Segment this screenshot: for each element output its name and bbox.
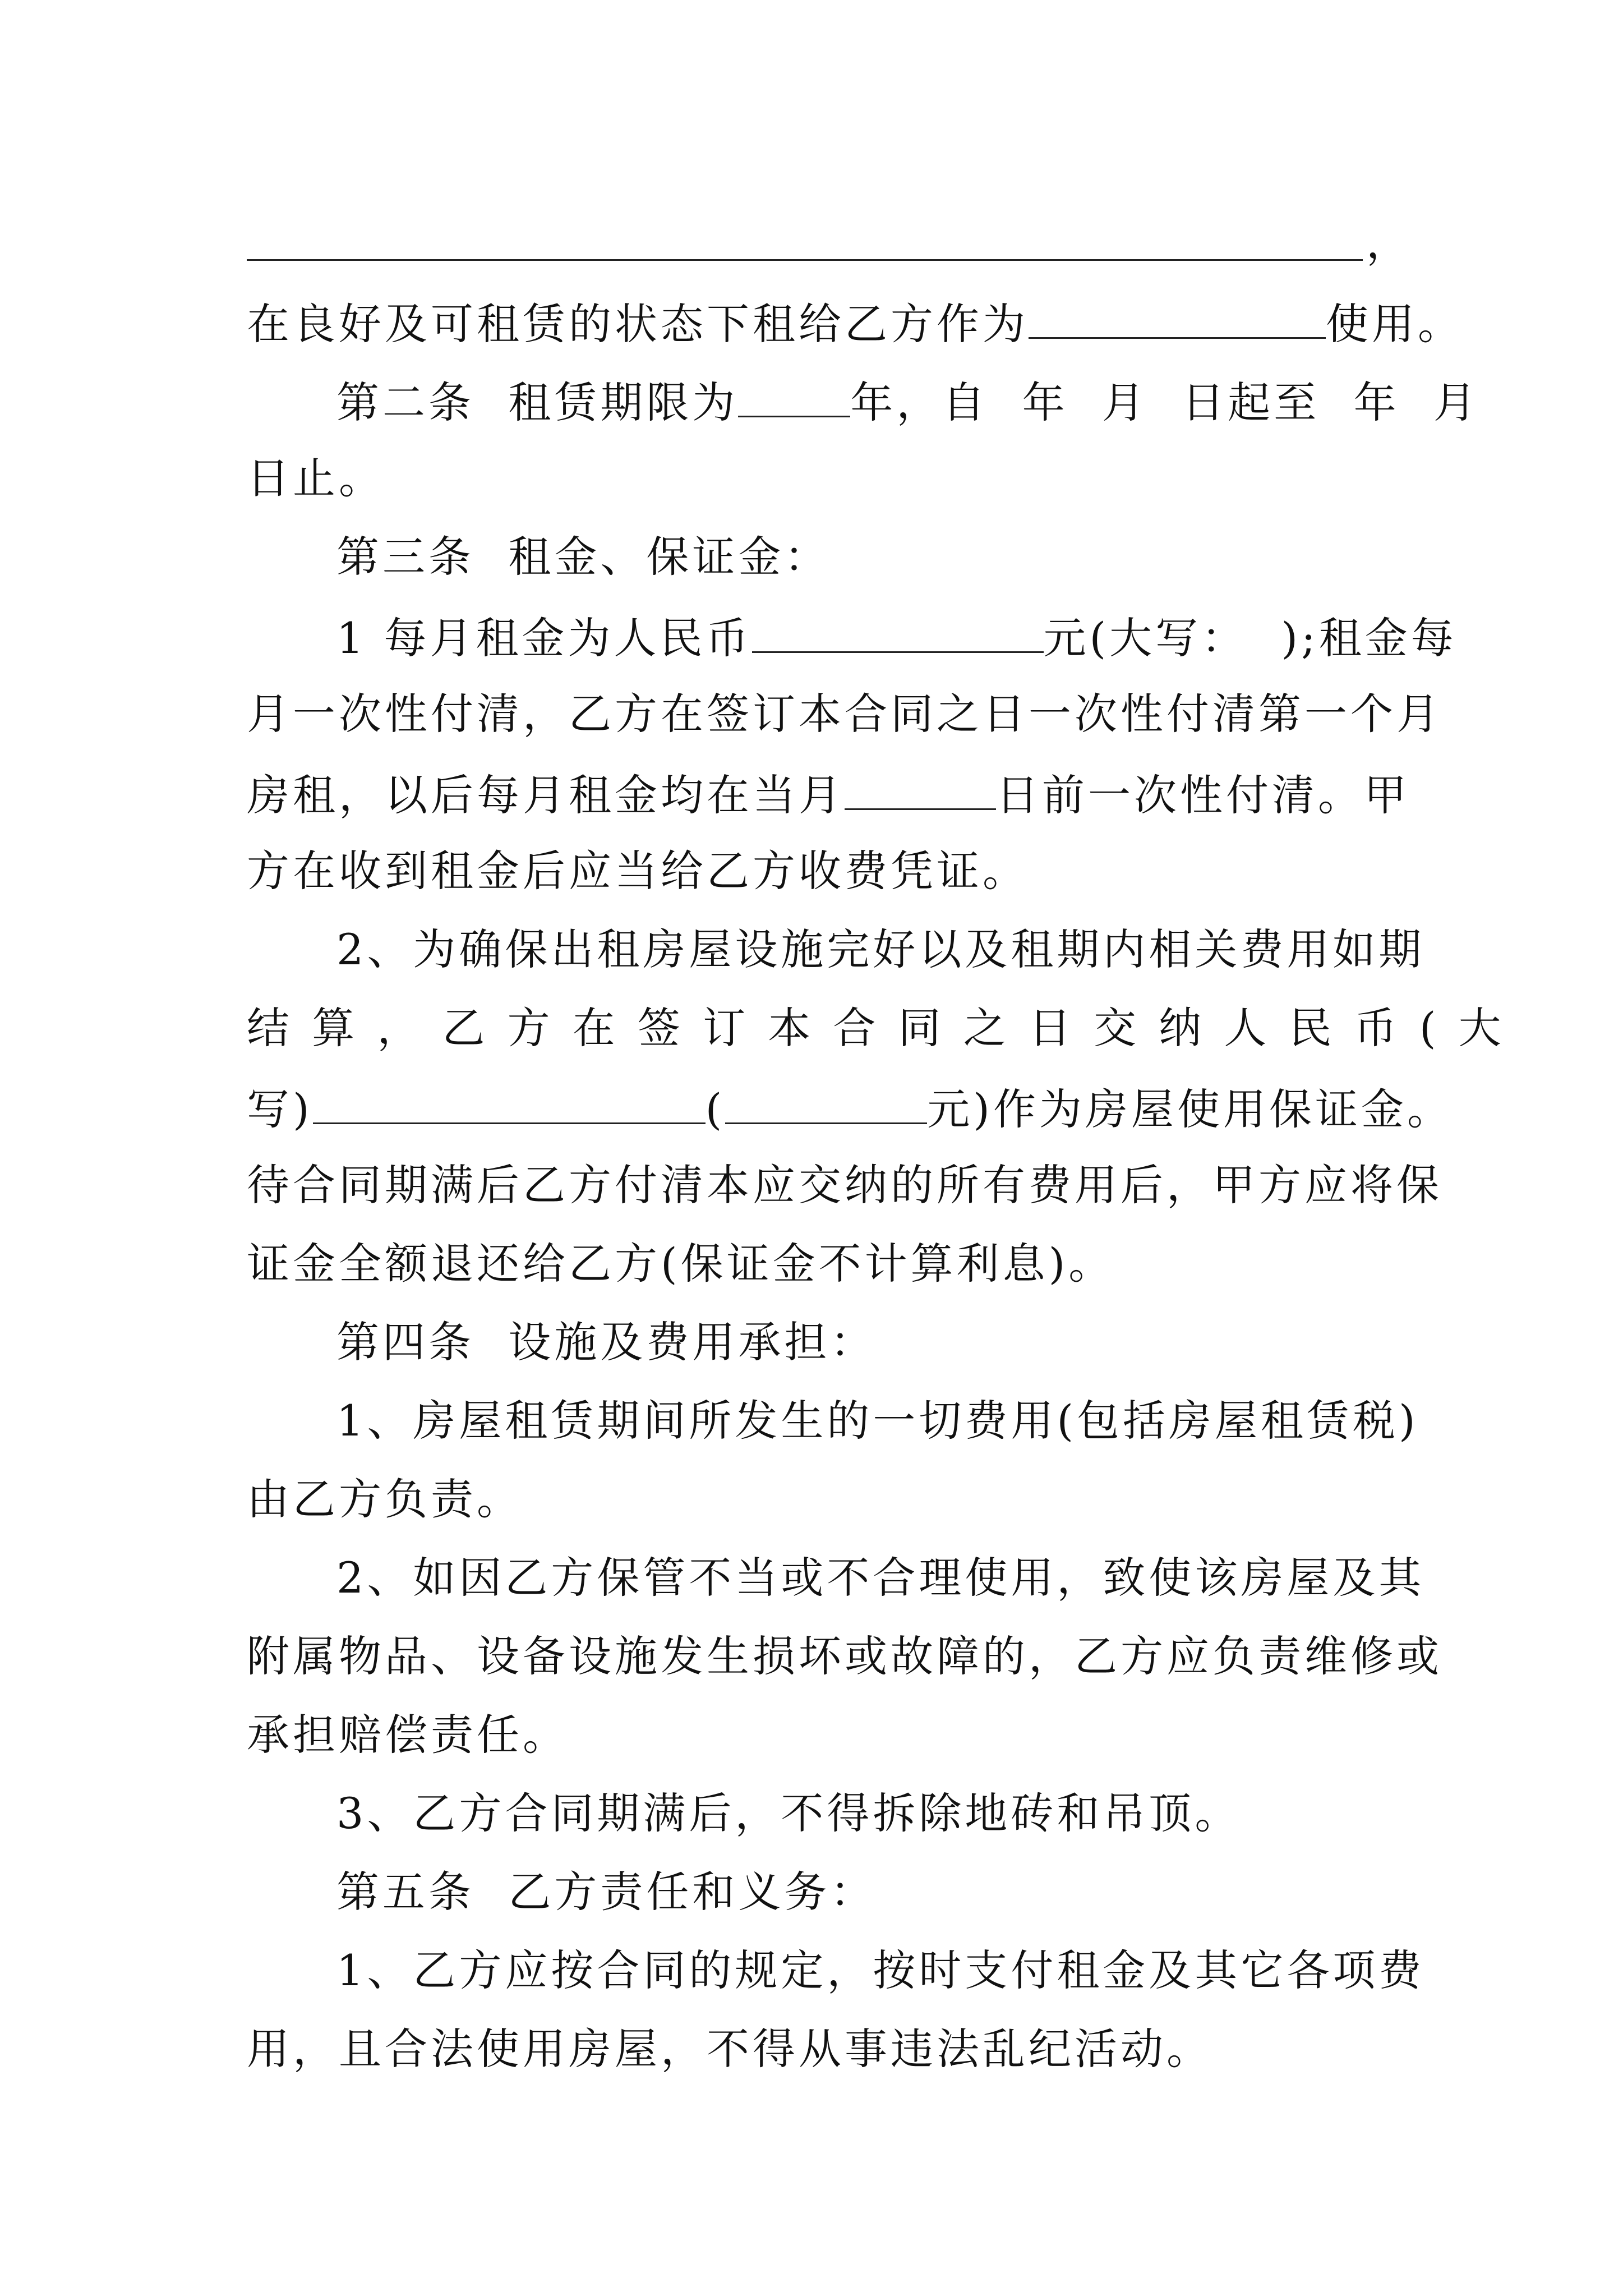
- text-segment: (: [705, 1084, 726, 1134]
- clause-3-2-line-5: 证金全额退还给乙方(保证金不计算利息)。: [247, 1239, 1115, 1289]
- article-5-title: 第五条 乙方责任和义务：: [336, 1867, 877, 1917]
- clause-3-2-line-4: 待合同期满后乙方付清本应交纳的所有费用后，甲方应将保: [247, 1160, 1442, 1210]
- text-segment: 在良好及可租赁的状态下租给乙方作为: [247, 299, 1029, 349]
- text-segment: 日前一次性付清。甲: [996, 770, 1410, 820]
- text-segment: 元)作为房屋使用保证金。: [927, 1084, 1453, 1134]
- article-2-line-1: [336, 378, 1481, 427]
- blank-payment-day: [845, 771, 996, 810]
- blank-monthly-rent: [752, 614, 1044, 653]
- clause-3-1-line-1: [336, 613, 1481, 663]
- blank-deposit-uppercase: [313, 1085, 706, 1124]
- clause-3-2-line-1: 2、为确保出租房屋设施完好以及租期内相关费用如期: [336, 924, 1425, 974]
- clause-5-1-line-1: 1、乙方应按合同的规定，按时支付租金及其它各项费: [336, 1945, 1425, 1995]
- text-segment: 元(大写： );租金每: [1043, 613, 1457, 663]
- blank-term-years: [738, 379, 850, 417]
- clause-3-1-line-2: 月一次性付清，乙方在签订本合同之日一次性付清第一个月: [247, 689, 1442, 739]
- clause-3-1-line-3: [247, 770, 1410, 820]
- article-2-line-2: 日止。: [247, 453, 385, 503]
- text-line-0-tail: ，: [1366, 218, 1412, 268]
- clause-4-2-line-2: 附属物品、设备设施发生损坏或故障的，乙方应负责维修或: [247, 1631, 1442, 1681]
- clause-5-1-line-2: 用，且合法使用房屋，不得从事违法乱纪活动。: [247, 2024, 1212, 2074]
- clause-4-2-line-3: 承担赔偿责任。: [247, 1710, 569, 1760]
- article-4-title: 第四条 设施及费用承担：: [336, 1317, 877, 1367]
- article-3-title: 第三条 租金、保证金：: [336, 532, 831, 582]
- blank-deposit-amount: [725, 1085, 927, 1124]
- clause-4-3: 3、乙方合同期满后，不得拆除地砖和吊顶。: [336, 1788, 1241, 1838]
- text-segment: 写): [247, 1084, 313, 1134]
- clause-4-1-line-1: 1、房屋租赁期间所发生的一切费用(包括房屋租赁税): [336, 1396, 1419, 1446]
- text-segment: 1 每月租金为人民币: [336, 613, 752, 663]
- text-segment: 使用。: [1326, 299, 1464, 349]
- blank-line-top: [247, 259, 1363, 261]
- blank-usage: [1029, 300, 1326, 339]
- clause-4-2-line-1: 2、如因乙方保管不当或不合理使用，致使该房屋及其: [336, 1553, 1425, 1603]
- clause-3-2-line-2: 结 算 ， 乙 方 在 签 订 本 合 同 之 日 交 纳 人 民 币 ( 大: [247, 1003, 1506, 1053]
- clause-3-1-line-4: 方在收到租金后应当给乙方收费凭证。: [247, 846, 1029, 896]
- text-segment: 房租，以后每月租金均在当月: [247, 770, 845, 820]
- text-segment: 年，自 年 月 日起至 年 月: [850, 378, 1479, 427]
- text-segment: 第二条 租赁期限为: [336, 378, 739, 427]
- text-line-1: [247, 299, 1464, 349]
- clause-3-2-line-3: [247, 1084, 1453, 1134]
- clause-4-1-line-2: 由乙方负责。: [247, 1474, 523, 1524]
